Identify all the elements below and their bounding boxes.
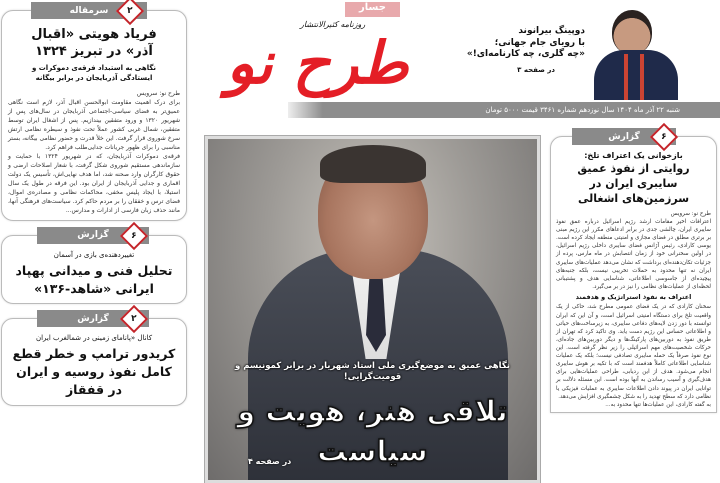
editorial-subtitle: نگاهی به استبداد فرقه‌ی دموکرات و ایستادگی آذربایجان در برابر بیگانه — [31, 63, 157, 83]
feature-page-ref: در صفحه ۴ — [248, 457, 292, 466]
dateline-text: شنبه ۲۲ آذر ماه ۱۴۰۴ سال نوزدهم شماره ۳۴۶۱ قیمت ۵۰۰۰ تومان — [485, 106, 680, 114]
top-story[interactable] — [440, 26, 585, 74]
logo-wordmark: طرح نو — [226, 29, 409, 97]
dateline-bar — [288, 102, 720, 118]
editorial-tag: سرمقاله — [31, 2, 147, 19]
report-drone-tag: گزارش — [37, 227, 149, 244]
editorial-body-p2: فرقه‌ی دموکرات آذربایجان، که در شهریور ۱۳۲۴ با حمایت و سازماندهی مستقیم شوروی شکل گرفت، با شعار اصلاحات ارضی و حقوق کارگران وارد صحنه شد، اما هدف نهایی‌اش، تأسیس یک دولت اقماری و جدایی آذربایجان از ایران بود. این فرقه در طول یک سال استیلا، با ایجاد پلیس مخفی، محاکمات نظامی و مصادره‌ی اموال، فضای ترس و خفقان را بر مردم حاکم کرد. سیاست‌های فرهنگی آنها، مانند حذف زبان فارسی از ادارات و مدارس... — [8, 152, 181, 214]
editorial-box[interactable] — [1, 10, 187, 221]
logo-badge: جسار — [345, 2, 400, 17]
cyber-body-3: به گفته کارادی، این عملیات‌ها تنها محدود به... — [605, 401, 711, 408]
cyber-byline: طرح نو: سرویس — [670, 210, 711, 217]
cyber-report-box[interactable] — [550, 136, 717, 413]
footballer-photo — [590, 8, 682, 100]
cyber-tag: گزارش — [572, 128, 676, 145]
cyber-page-number: ۶ — [650, 123, 678, 151]
editorial-byline: طرح نو: سرویس — [136, 89, 180, 97]
feature-title-line-2: سیاست — [317, 434, 428, 468]
feature-title-line-1: تلاقی هنر، هویت و — [237, 394, 508, 428]
top-story-line-1: دوپینگ بیرانوند — [518, 26, 585, 36]
cyber-body-1: اعترافات اخیر مقامات ارشد رژیم اسرائیل درباره عمق نفوذ سایبری ایران، چالشی جدی در برابر ادعاهای مکرر این رژیم مبنی بر برتری مطلق در فضای مجازی و امنیتی منطقه ایجاد کرده است. یوسی کارادی، رئیس آژانس فضای سایبری داخلی رژیم اسرائیل، در اولین سخنرانی خود از زمان انتصابش در ماه مارس، پرده از جزئیات تکان‌دهنده‌ای برداشت که نشان می‌دهد عملیات‌های سایبری ایران نه تنها محدود به حملات تخریبی نیست، بلکه جنبه‌های پیچیده‌ای از جاسوسی اطلاعاتی، شناسایی هدف و پشتیبانی لحظه‌ای از عملیات‌های نظامی را نیز در بر می‌گیرد. — [556, 219, 711, 290]
top-story-line-2: با رویای جام جهانی؛ — [494, 37, 585, 48]
report-drone-page-number: ۶ — [120, 222, 148, 250]
report-drone-kicker: تغییردهنده‌ی بازی در آسمان — [53, 250, 135, 259]
report-corridor-tag: گزارش — [37, 310, 149, 327]
editorial-section — [1, 2, 187, 221]
report-drone-section — [1, 227, 187, 304]
report-drone-box[interactable] — [1, 235, 187, 304]
top-story-page: در صفحه ۳ — [517, 66, 555, 75]
report-corridor-title: کریدور ترامپ و خطر قطع کامل نفوذ روسیه و ایران در قفقاز — [12, 346, 176, 398]
editorial-title: فریاد هویتی «اقبال آذر» در تبریز ۱۳۲۴ — [31, 27, 157, 59]
editorial-body-p1: برای درک اهمیت مقاومت ابوالحسن اقبال آذر، لازم است نگاهی عمیق‌تر به فضای سیاسی-اجتماعی آذربایجان در سال‌های پس از شهریور ۱۳۲۰ و ورود متفقین بیندازیم. پس از اشغال ایران توسط متفقین، شمال غربی کشور عملاً تحت نفوذ و سیطره نظامی ارتش سرخ شوروی قرار گرفت. این خلأ قدرت و حضور نظامی بیگانه، بستر مناسبی را برای ظهور جریانات جدایی‌طلب فراهم کرد. — [8, 98, 180, 151]
report-corridor-page-number: ۲ — [120, 305, 148, 333]
editorial-page-number: ۲ — [116, 0, 144, 25]
feature-portrait[interactable] — [205, 136, 540, 483]
report-drone-title: تحلیل فنی و میدانی پهپاد ایرانی «شاهد-۱۳۶» — [15, 262, 173, 296]
top-story-line-3: «چه گلری، چه کارنامه‌ای!» — [466, 49, 585, 60]
cyber-section — [550, 128, 717, 413]
cyber-body-2: سخنان کارادی که در یک فضای عمومی مطرح شد، حاکی از یک واقعیت تلخ برای دستگاه امنیتی اسرائیل است، و آن این که ایران توانسته با دور زدن لایه‌های دفاعی سایبری، به زیرساخت‌های حیاتی و اطلاعاتی حساس این رژیم دست یابد. وی تاکید کرد که تهران از طریق نفوذ به دوربین‌های پارکینگ‌ها و دیگر دوربین‌های جاده‌ای، حرکات شخصیت‌های مهم اسرائیلی را زیر نظر گرفته است. این نوع نفوذ صرفاً یک حمله سایبری تصادفی نیست؛ بلکه یک عملیات شناسایی اطلاعاتی کاملاً هدفمند است که با تکیه بر هوش سایبری انجام می‌شود. هدف از این ردیابی، طراحی عملیات‌هایی برای هدف‌گیری و آسیب رساندن به آنها بوده است. این مسئله دلالت بر توانایی ایران در پیوند دادن اطلاعات سایبری به عملیات فیزیکی یا نظامی دارد که سطح تهدید را به شکل چشمگیری افزایش می‌دهد. — [556, 304, 711, 400]
cyber-subhead: اعتراف به نفوذ استراتژیک و هدفمند — [575, 293, 692, 302]
report-corridor-section — [1, 310, 187, 405]
report-corridor-box[interactable] — [1, 318, 187, 405]
feature-kicker: نگاهی عمیق به موضع‌گیری ملی استاد شهریار در برابر کمونیسم و قومیت‌گرایی! — [234, 361, 511, 383]
cyber-kicker: بازخوانی یک اعتراف تلخ: — [584, 151, 683, 160]
newspaper-logo — [205, 0, 430, 100]
left-column — [1, 2, 187, 406]
logo-tagline: روزنامه کثیرالانتشار — [300, 20, 366, 29]
cyber-title: روایتی از نفوذ عمیق سایبری ایران در سرزمین‌های اشغالی — [577, 162, 690, 206]
report-corridor-kicker: کانال «پانامای زمینی در شمالغرب ایران — [35, 334, 153, 343]
right-column — [550, 128, 717, 413]
